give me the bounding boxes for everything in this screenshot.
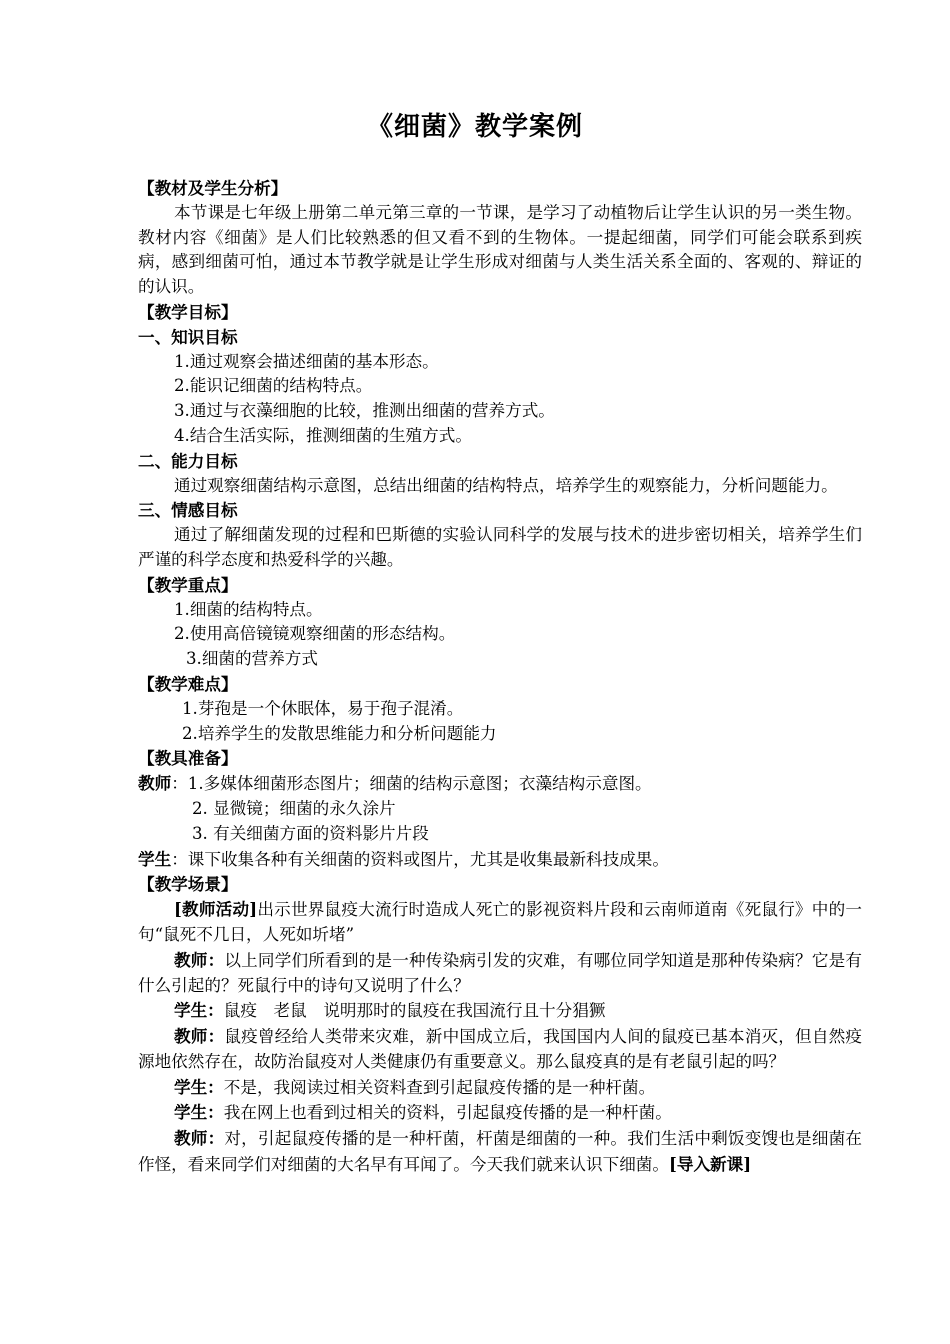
- keypoint-item: 3.细菌的营养方式: [186, 649, 318, 669]
- emotion-paragraph: 通过了解细菌发现的过程和巴斯德的实验认同科学的发展与技术的进步密切相关，培养学生们严谨的科学态度和热爱科学的兴趣。: [138, 525, 862, 569]
- keypoint-item: 2.使用高倍镜镜观察细菌的形态结构。: [174, 624, 456, 644]
- teacher-materials-line: [138, 771, 862, 797]
- speaker-label: [教师活动]: [174, 899, 258, 920]
- scene-line: [138, 1024, 862, 1075]
- speaker-label: 教师：: [174, 1026, 225, 1047]
- section-heading-goals: 【教学目标】: [138, 301, 238, 322]
- speaker-label: 学生：: [174, 1000, 224, 1021]
- scene-text: 对，引起鼠疫传播的是一种杆菌，杆菌是细菌的一种。我们生活中剩饭变馊也是细菌在作怪，看来同学们对细菌的大名早有耳闻了。今天我们就来认识下细菌。: [138, 1129, 863, 1175]
- teacher-label: 教师: [138, 773, 172, 794]
- speaker-label: 教师：: [174, 1128, 225, 1149]
- difficulty-item: 2.培养学生的发散思维能力和分析问题能力: [182, 723, 497, 743]
- scene-text: 鼠疫曾经给人类带来灾难，新中国成立后，我国国内人间的鼠疫已基本消灭，但自然疫源地依然存在，故防治鼠疫对人类健康仍有重要意义。那么鼠疫真的是有老鼠引起的吗？: [138, 1027, 863, 1071]
- teacher-material-item: 2. 显微镜；细菌的永久涂片: [192, 798, 396, 818]
- subheading-knowledge: 一、知识目标: [138, 326, 238, 347]
- ability-paragraph: 通过观察细菌结构示意图，总结出细菌的结构特点，培养学生的观察能力，分析问题能力。: [174, 475, 838, 495]
- scene-text: 以上同学们所看到的是一种传染病引发的灾难，有哪位同学知道是那种传染病？它是有什么引起的？死鼠行中的诗句又说明了什么？: [138, 950, 863, 995]
- difficulty-item: 1.芽孢是一个休眠体，易于孢子混淆。: [182, 698, 464, 718]
- scene-line: [138, 998, 862, 1024]
- knowledge-item: 3.通过与衣藻细胞的比较，推测出细菌的营养方式。: [174, 401, 555, 421]
- section-heading-difficulties: 【教学难点】: [138, 673, 238, 694]
- scene-text: 不是，我阅读过相关资料查到引起鼠疫传播的是一种杆菌。: [223, 1077, 656, 1097]
- knowledge-item: 1.通过观察会描述细菌的基本形态。: [174, 351, 439, 371]
- subheading-ability: 二、能力目标: [138, 450, 238, 471]
- student-materials-line: [138, 847, 862, 873]
- knowledge-item: 4.结合生活实际，推测细菌的生殖方式。: [174, 425, 472, 445]
- scene-text: 出示世界鼠疫大流行时造成人死亡的影视资料片段和云南师道南《死鼠行》中的一句“鼠死不几日，人死如圻堵”: [138, 900, 863, 944]
- scene-line: [138, 1075, 862, 1101]
- lesson-intro-tag: [导入新课]: [669, 1154, 752, 1175]
- document-body: [138, 176, 862, 1178]
- student-materials-text: ：课下收集各种有关细菌的资料或图片，尤其是收集最新科技成果。: [171, 849, 669, 869]
- section-heading-scene: 【教学场景】: [138, 874, 238, 895]
- speaker-label: 学生：: [174, 1102, 224, 1123]
- teacher-material-item: 1.多媒体细菌形态图片；细菌的结构示意图；衣藻结构示意图。: [187, 774, 652, 794]
- scene-line: [138, 1126, 862, 1178]
- scene-line: [138, 1100, 862, 1126]
- scene-text: 鼠疫 老鼠 说明那时的鼠疫在我国流行且十分猖獗: [223, 1001, 606, 1021]
- scene-line: [138, 948, 862, 999]
- speaker-label: 学生：: [174, 1076, 224, 1097]
- student-label: 学生: [138, 848, 172, 869]
- speaker-label: 教师：: [174, 949, 225, 970]
- page-title: 《细菌》教学案例: [366, 112, 583, 142]
- scene-text: 我在网上也看到过相关的资料，引起鼠疫传播的是一种杆菌。: [223, 1103, 672, 1123]
- keypoint-item: 1.细菌的结构特点。: [174, 599, 323, 619]
- teacher-material-item: 3. 有关细菌方面的资料影片片段: [192, 823, 429, 843]
- subheading-emotion: 三、情感目标: [138, 500, 238, 521]
- analysis-paragraph: 本节课是七年级上册第二单元第三章的一节课，是学习了动植物后让学生认识的另一类生物。教材内容《细菌》是人们比较熟悉的但又看不到的生物体。一提起细菌，同学们可能会联系到疾病，感到细菌可怕，通过本节教学就是让学生形成对细菌与人类生活关系全面的、客观的、辩证的的认识。: [138, 202, 862, 297]
- section-heading-materials: 【教具准备】: [138, 748, 238, 769]
- scene-line: [138, 897, 862, 948]
- teacher-separator: ：: [171, 774, 188, 794]
- knowledge-item: 2.能识记细菌的结构特点。: [174, 376, 373, 396]
- section-heading-keypoints: 【教学重点】: [138, 574, 238, 595]
- section-heading-analysis: 【教材及学生分析】: [138, 178, 288, 198]
